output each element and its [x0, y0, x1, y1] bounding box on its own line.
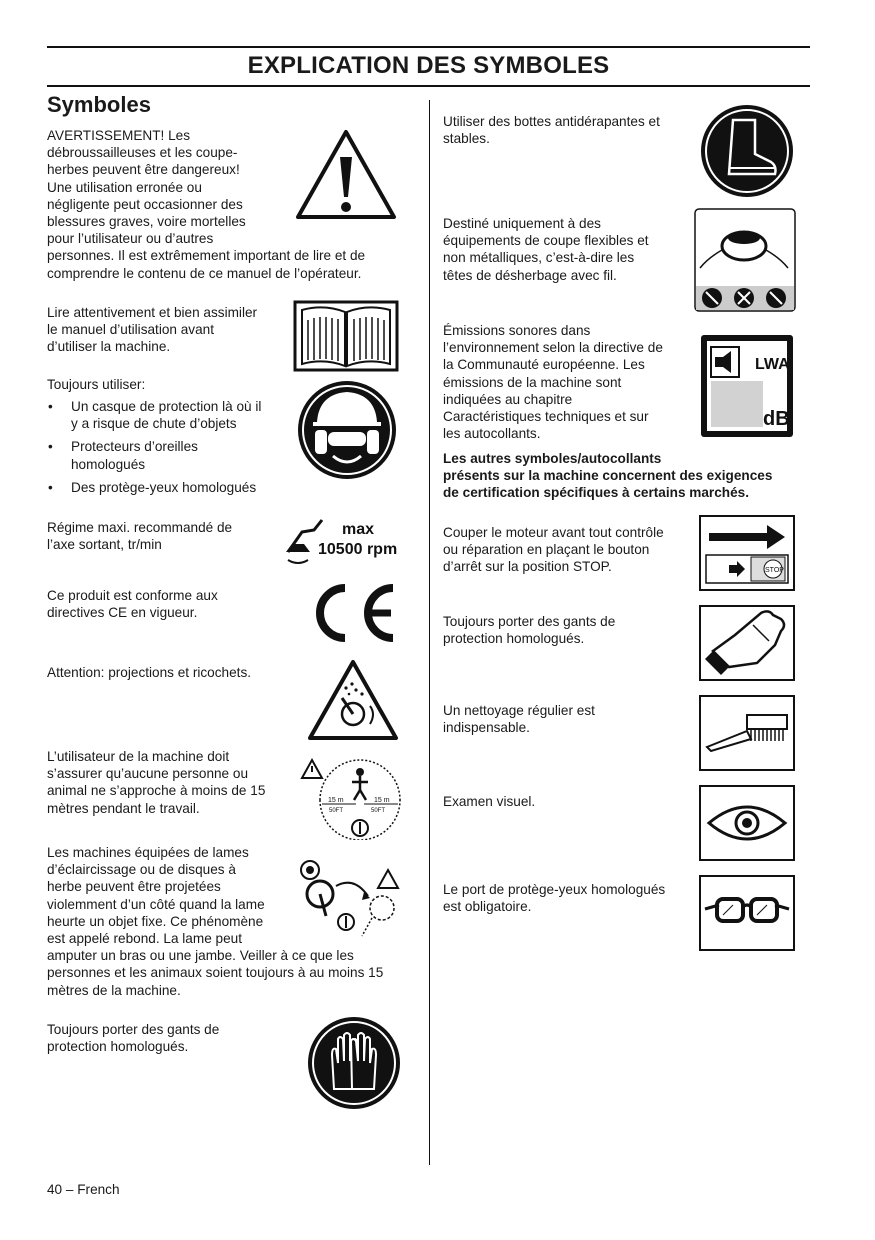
noise-text: Émissions sonores dans l’environnement selon la directive de la Communauté européenne. Les émissions de la machine sont indiquées au chapitre Caractéristiques techniques et sur les autocollants. — [443, 323, 663, 442]
brush-icon — [699, 695, 795, 771]
rpm-label: 10500 rpm — [318, 541, 398, 558]
stop-label: STOP — [765, 567, 784, 574]
distance-m-right: 15 m — [374, 797, 390, 804]
safety-glasses-icon — [699, 875, 795, 951]
distance-m-left: 15 m — [328, 797, 344, 804]
other-symbols-note: Les autres symboles/autocollants présents sur la machine concernent des exigences de certification spécifiques à certains marchés. — [443, 451, 773, 501]
projection-text: Attention: projections et ricochets. — [47, 665, 252, 680]
list-item: • Des protège-yeux homologués — [47, 479, 287, 496]
distance-text: L’utilisateur de la machine doit s’assurer qu’aucune personne ou animal ne s’approche à moins de 15 mètres pendant le travail. — [47, 749, 266, 816]
ce-text: Ce produit est conforme aux directives CE en vigueur. — [47, 588, 218, 621]
boots-text: Utiliser des bottes antidérapantes et stables. — [443, 114, 660, 147]
glove-icon — [699, 605, 795, 681]
max-speed-text: Régime maxi. recommandé de l’axe sortant, tr/min — [47, 520, 233, 553]
distance-ft-right: 50FT — [371, 808, 386, 814]
manual-text: Lire attentivement et bien assimiler le manuel d’utilisation avant d’utiliser la machine. — [47, 305, 258, 355]
boots-icon — [699, 104, 795, 198]
stop-switch-icon — [699, 515, 795, 591]
list-item: • Protecteurs d’oreilles homologués — [47, 438, 287, 472]
kickback-icon — [296, 856, 402, 942]
visual-check-text: Examen visuel. — [443, 794, 536, 809]
projection-warning-icon — [306, 658, 400, 742]
helmet-earmuffs-goggles-icon — [295, 378, 399, 482]
ce-mark-icon — [305, 580, 401, 646]
eye-icon — [699, 785, 795, 861]
page-title: EXPLICATION DES SYMBOLES — [247, 52, 610, 79]
trimmer-text: Destiné uniquement à des équipements de coupe flexibles et non métalliques, c’est-à-dire les têtes de désherbage avec fil. — [443, 216, 649, 283]
gloves-text-left: Toujours porter des gants de protection homologués. — [47, 1022, 220, 1055]
ppe-list — [47, 398, 287, 496]
column-divider — [429, 100, 430, 1165]
list-item: • Un casque de protection là où il y a risque de chute d’objets — [47, 398, 287, 432]
noise-level-icon — [699, 333, 795, 439]
warning-triangle-icon — [293, 127, 399, 223]
open-book-icon — [292, 298, 400, 373]
stop-text: Couper le moteur avant tout contrôle ou réparation en plaçant le bouton d’arrêt sur la position STOP. — [443, 525, 664, 575]
title-rule — [47, 85, 810, 87]
safety-distance-icon — [298, 756, 402, 840]
lwa-label: LWA — [755, 356, 790, 373]
trimmer-head-icon — [694, 208, 796, 312]
top-rule — [47, 46, 810, 48]
warning-text: AVERTISSEMENT! Les débroussailleuses et les coupe- herbes peuvent être dangereux! Une utilisation erronée ou négligente peut occasionner des blessures graves, voire mortelles pour l’utilisateur ou d’autres personnes. Il est extrêmement important de lire et de comprendre le contenu de ce manuel de l’opérateur. — [47, 128, 366, 281]
cleaning-text: Un nettoyage régulier est indispensable. — [443, 703, 595, 736]
max-label: max — [342, 521, 375, 538]
gloves-text-right: Toujours porter des gants de protection homologués. — [443, 614, 616, 647]
distance-ft-left: 50FT — [329, 808, 344, 814]
db-label: dB — [763, 408, 790, 430]
max-speed-icon — [282, 512, 402, 572]
eyewear-text: Le port de protège-yeux homologués est obligatoire. — [443, 882, 666, 915]
page-number: 40 – French — [47, 1182, 120, 1197]
always-use-label: Toujours utiliser: — [47, 377, 146, 392]
kickback-text: Les machines équipées de lames d’éclaircissage ou de disques à herbe peuvent être projetées violemment d’un côté quand la lame heurte un objet fixe. Ce phénomène est appelé rebond. La lame peut amputer un bras ou une jambe. Veiller à ce que les personnes et les animaux soient toujours à au moins 15 mètres de la machine. — [47, 845, 384, 998]
gloves-circle-icon — [306, 1015, 402, 1111]
section-title: Symboles — [47, 92, 151, 117]
